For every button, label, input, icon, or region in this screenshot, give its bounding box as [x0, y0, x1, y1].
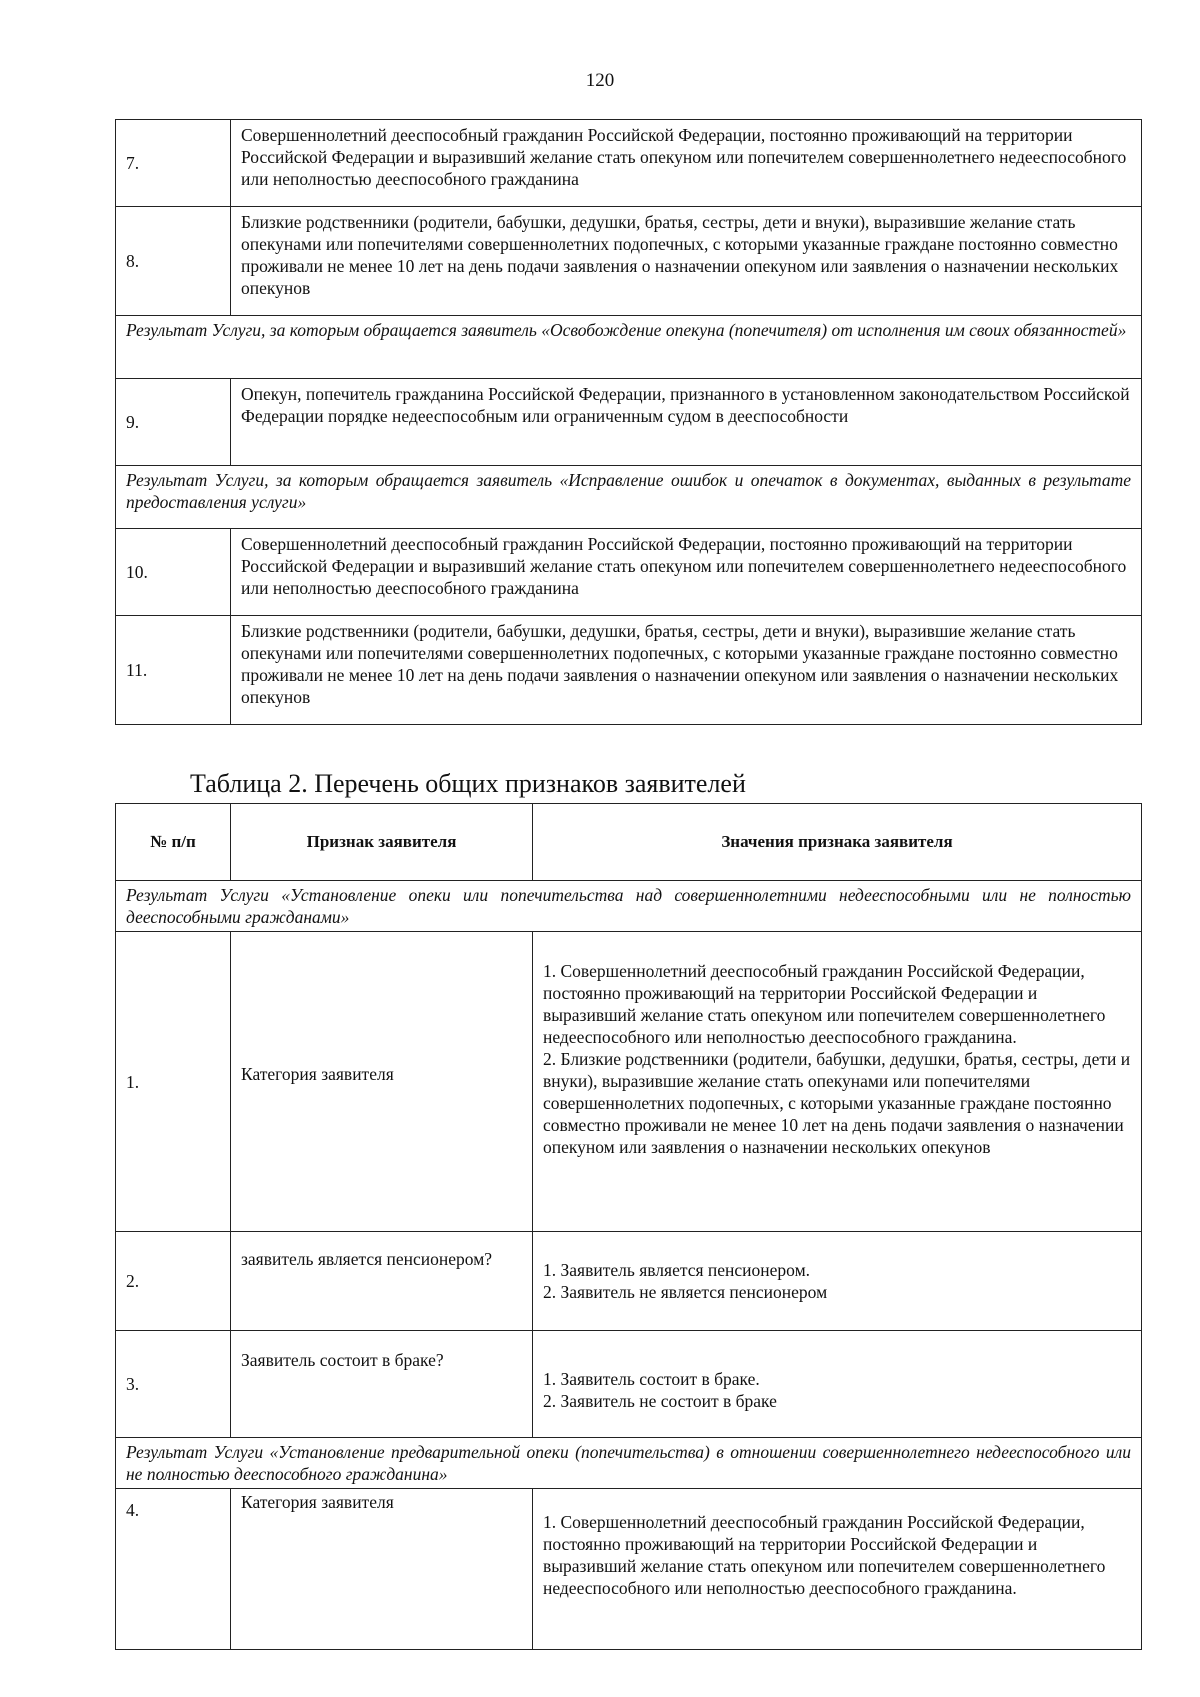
feature-name: Категория заявителя: [231, 1489, 533, 1650]
row-number: 9.: [116, 379, 231, 466]
feature-value: 2. Заявитель не является пенсионером: [543, 1282, 828, 1302]
section-row: [116, 466, 1142, 529]
applicant-description: Совершеннолетний дееспособный гражданин Российской Федерации, постоянно проживающий на территории Российской Федерации и выразивший желание стать опекуном или попечителем совершеннолетнего недееспособного или неполностью дееспособного гражданина: [231, 120, 1142, 207]
feature-name: заявитель является пенсионером?: [231, 1232, 533, 1331]
feature-values: [533, 932, 1142, 1232]
table-row: [116, 1331, 1142, 1438]
table-row: [116, 207, 1142, 316]
feature-name: Заявитель состоит в браке?: [231, 1331, 533, 1438]
column-header-values: Значения признака заявителя: [533, 804, 1142, 881]
table-header-row: [116, 804, 1142, 881]
table-row: [116, 1232, 1142, 1331]
page-number: 120: [585, 70, 615, 91]
applicant-description: Совершеннолетний дееспособный гражданин Российской Федерации, постоянно проживающий на территории Российской Федерации и выразивший желание стать опекуном или попечителем совершеннолетнего недееспособного или неполностью дееспособного гражданина: [231, 529, 1142, 616]
table-row: [116, 932, 1142, 1232]
row-number: 4.: [116, 1489, 231, 1650]
section-heading: Результат Услуги, за которым обращается заявитель «Освобождение опекуна (попечителя) от исполнения им своих обязанностей»: [116, 316, 1142, 379]
table-row: [116, 1489, 1142, 1650]
feature-values: [533, 1489, 1142, 1650]
feature-value: 1. Заявитель состоит в браке.: [543, 1369, 760, 1389]
row-number: 8.: [116, 207, 231, 316]
feature-value: 2. Близкие родственники (родители, бабушки, дедушки, братья, сестры, дети и внуки), выразившие желание стать опекунами или попечителями совершеннолетних подопечных, с которыми указанные граждане постоянно совместно проживали не менее 10 лет на день подачи заявления о назначении опекуном или заявления о назначении нескольких опекунов: [543, 1049, 1131, 1157]
row-number: 2.: [116, 1232, 231, 1331]
row-number: 3.: [116, 1331, 231, 1438]
feature-value: 1. Заявитель является пенсионером.: [543, 1260, 811, 1280]
row-number: 1.: [116, 932, 231, 1232]
row-number: 11.: [116, 616, 231, 725]
applicant-description: Опекун, попечитель гражданина Российской Федерации, признанного в установленном законодательством Российской Федерации порядке недееспособным или ограниченным судом в дееспособности: [231, 379, 1142, 466]
row-number: 7.: [116, 120, 231, 207]
table-row: [116, 120, 1142, 207]
section-row: [116, 1438, 1142, 1489]
applicant-description: Близкие родственники (родители, бабушки, дедушки, братья, сестры, дети и внуки), выразившие желание стать опекунами или попечителями совершеннолетних подопечных, с которыми указанные граждане постоянно совместно проживали не менее 10 лет на день подачи заявления о назначении опекуном или заявления о назначении нескольких опекунов: [231, 207, 1142, 316]
section-heading: Результат Услуги, за которым обращается заявитель «Исправление ошибок и опечаток в документах, выданных в результате предоставления услуги»: [116, 466, 1142, 529]
feature-value: 2. Заявитель не состоит в браке: [543, 1391, 777, 1411]
section-row: [116, 316, 1142, 379]
section-heading: Результат Услуги «Установление предварительной опеки (попечительства) в отношении совершеннолетнего недееспособного или не полностью дееспособного гражданина»: [116, 1438, 1142, 1489]
feature-values: [533, 1331, 1142, 1438]
table-row: [116, 529, 1142, 616]
section-heading: Результат Услуги «Установление опеки или попечительства над совершеннолетними недееспособными или не полностью дееспособными гражданами»: [116, 881, 1142, 932]
table-row: [116, 616, 1142, 725]
feature-value: 1. Совершеннолетний дееспособный гражданин Российской Федерации, постоянно проживающий на территории Российской Федерации и выразивший желание стать опекуном или попечителем совершеннолетнего недееспособного или неполностью дееспособного гражданина.: [543, 961, 1106, 1047]
row-number: 10.: [116, 529, 231, 616]
table-row: [116, 379, 1142, 466]
section-row: [116, 881, 1142, 932]
applicant-description: Близкие родственники (родители, бабушки, дедушки, братья, сестры, дети и внуки), выразившие желание стать опекунами или попечителями совершеннолетних подопечных, с которыми указанные граждане постоянно совместно проживали не менее 10 лет на день подачи заявления о назначении опекуном или заявления о назначении нескольких опекунов: [231, 616, 1142, 725]
feature-values: [533, 1232, 1142, 1331]
table-title: Таблица 2. Перечень общих признаков заявителей: [190, 769, 746, 798]
feature-value: 1. Совершеннолетний дееспособный гражданин Российской Федерации, постоянно проживающий на территории Российской Федерации и выразивший желание стать опекуном или попечителем совершеннолетнего недееспособного или неполностью дееспособного гражданина.: [543, 1512, 1106, 1598]
applicant-features-table: [115, 803, 1142, 1650]
column-header-feature: Признак заявителя: [231, 804, 533, 881]
feature-name: Категория заявителя: [231, 932, 533, 1232]
applicants-table-continued: [115, 119, 1142, 725]
column-header-number: № п/п: [116, 804, 231, 881]
